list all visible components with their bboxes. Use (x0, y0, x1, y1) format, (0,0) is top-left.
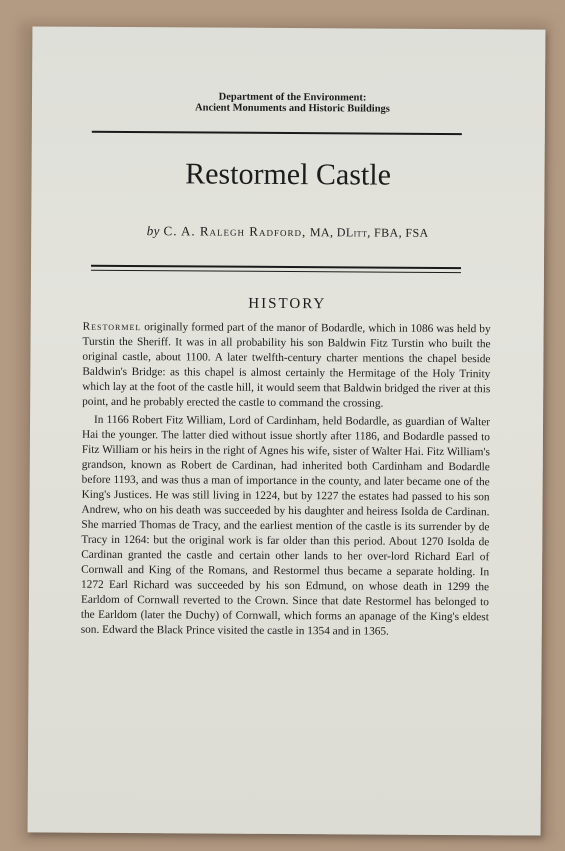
paragraph-1 (82, 320, 491, 412)
author-name: C. A. Ralegh Radford, (163, 223, 307, 240)
department-header (32, 90, 545, 115)
top-rule (92, 131, 462, 135)
byline-prefix: by (146, 223, 160, 239)
paragraph-1-text: originally formed part of the manor of Bodardle, which in 1086 was held by Turstin the Sheriff. It was in all probability his son Baldwin Fitz Turstin who built the original castle, about 1100. A later twelfth-century charter mentions the chapel beside Baldwin's Bridge: as this chapel is almost certainly the Hermitage of the Holy Trinity which lay at the foot of the castle hill, it would seem that Baldwin bridged the river at this point, and he probably erected the castle to command the crossing. (82, 321, 491, 410)
department-line-2: Ancient Monuments and Historic Buildings (195, 102, 390, 115)
department-line-1: Department of the Environment: (218, 91, 367, 104)
leaflet-page (28, 26, 546, 835)
byline (31, 222, 544, 241)
body-text (81, 320, 491, 643)
paragraph-2: In 1166 Robert Fitz William, Lord of Cardinham, held Bodardle, as guardian of Walter Hai the younger. The latter died without issue shortly after 1186, and Bodardle passed to Fitz William or his heirs in the right of Agnes his wife, sister of Walter Hai. Fitz William's grandson, known as Robert de Cardinan, had inherited both Cardinham and Bodardle before 1193, and was thus a man of importance in the county, and later became one of the King's Justices. He was still living in 1224, but by 1227 the estates had passed to his son Andrew, who on his death was succeeded by his daughter and heiress Isolda de Cardinan. She married Thomas de Tracy, and the earliest mention of the castle is its surrender by de Tracy in 1264: but the original work is far older than this period. About 1270 Isolda de Cardinan granted the castle and certain other lands to her over-lord Richard Earl of Cornwall and King of the Romans, and Restormel thus became a separate holding. In 1272 Earl Richard was succeeded by his son Edmund, on whose death in 1299 the Earldom of Cornwall reverted to the Crown. Since that date Restormel has belonged to the Earldom (later the Duchy) of Cornwall, which forms an apanage of the King's eldest son. Edward the Black Prince visited the castle in 1354 and in 1365. (80, 413, 491, 638)
page-title: Restormel Castle (185, 157, 392, 192)
paragraph-1-lead: Restormel (82, 320, 142, 334)
author-qualifications: MA, DLitt, FBA, FSA (309, 225, 429, 240)
double-rule-top (91, 265, 461, 269)
section-heading: HISTORY (248, 295, 327, 313)
double-rule-bottom (91, 270, 461, 273)
